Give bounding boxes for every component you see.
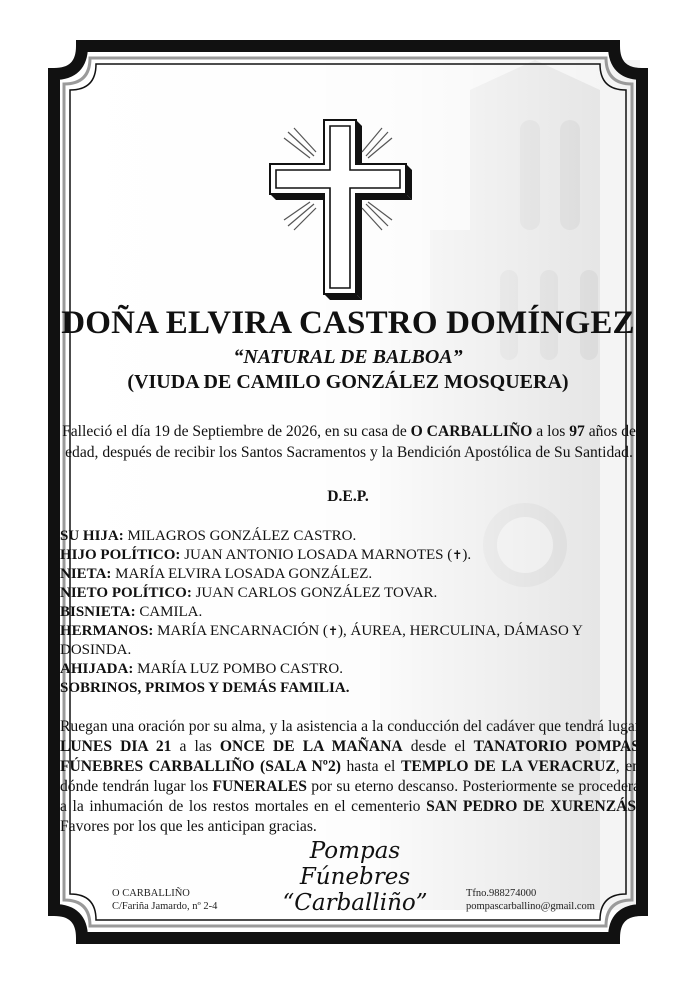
- funeral-text: , en dónde tendrán lugar los: [60, 758, 640, 795]
- funeral-church: TEMPLO DE LA VERACRUZ: [400, 758, 616, 775]
- family-label: HIJO POLÍTICO:: [60, 547, 181, 563]
- funeral-text: a las: [171, 738, 220, 755]
- contact-phone: Tfno.988274000: [466, 888, 537, 899]
- family-label: BISNIETA:: [60, 604, 136, 620]
- family-label: NIETO POLÍTICO:: [60, 585, 192, 601]
- funeral-text: desde el: [402, 738, 474, 755]
- family-label: AHIJADA:: [60, 661, 134, 677]
- funeral-text: . Favores por los que les anticipan gracias.: [60, 798, 640, 835]
- family-names: MARÍA ENCARNACIÓN (: [153, 623, 328, 639]
- death-place: O CARBALLIÑO: [410, 423, 533, 440]
- family-names: JUAN ANTONIO LOSADA MARNOTES (: [180, 547, 453, 563]
- family-names: ), ÁUREA, HERCULINA, DÁMASO Y DOSINDA.: [60, 623, 583, 658]
- family-row: [60, 565, 640, 584]
- death-notice-text: a los: [532, 423, 570, 440]
- family-names: JUAN CARLOS GONZÁLEZ TOVAR.: [191, 585, 438, 601]
- funeral-text: Ruegan una oración por su alma, y la asistencia a la conducción del cadáver que tendrá lugar: [60, 718, 640, 735]
- funeral-text: hasta el: [340, 758, 401, 775]
- contact-email: pompascarballino@gmail.com: [466, 901, 595, 912]
- deceased-name: DOÑA ELVIRA CASTRO DOMÍNGEZ: [61, 305, 635, 341]
- family-row: [60, 603, 640, 622]
- deceased-widow-of: (VIUDA DE CAMILO GONZÁLEZ MOSQUERA): [127, 371, 569, 393]
- family-names: ).: [462, 547, 472, 563]
- family-names: MILAGROS GONZÁLEZ CASTRO.: [123, 528, 357, 544]
- deceased-cross-icon: ✝: [327, 624, 338, 638]
- family-names: MARÍA ELVIRA LOSADA GONZÁLEZ.: [111, 566, 373, 582]
- death-notice-text: Falleció el día 19 de Septiembre de 2026, en su casa de: [62, 423, 411, 440]
- funeral-home-contact: [466, 887, 595, 913]
- funeral-date: LUNES DIA 21: [60, 738, 172, 755]
- funeral-services: FUNERALES: [212, 778, 307, 795]
- death-notice-text: años de edad, después de recibir los Santos Sacramentos y la Bendición Apostólica de Su Santidad.: [65, 423, 636, 461]
- death-notice: [58, 421, 640, 463]
- family-row: [60, 679, 640, 698]
- funeral-home-logo: [270, 838, 440, 916]
- family-row: [60, 584, 640, 603]
- family-label: NIETA:: [60, 566, 112, 582]
- funeral-text: por su eterno descanso. Posteriormente se procederá a la inhumación de los restos mortales en el cementerio: [60, 778, 641, 815]
- funeral-cemetery: SAN PEDRO DE XURENZÁS: [426, 798, 637, 815]
- family-names: MARÍA LUZ POMBO CASTRO.: [133, 661, 343, 677]
- deceased-origin: “NATURAL DE BALBOA”: [233, 346, 463, 368]
- logo-line: Pompas Fúnebres: [299, 838, 411, 890]
- family-row: [60, 527, 640, 546]
- funeral-notice: [60, 717, 640, 837]
- family-label: SU HIJA:: [60, 528, 124, 544]
- family-names: CAMILA.: [135, 604, 203, 620]
- death-age: 97: [569, 423, 585, 440]
- logo-line: “Carballiño”: [282, 890, 428, 916]
- funeral-time: ONCE DE LA MAÑANA: [219, 738, 403, 755]
- funeral-home-address: [112, 887, 217, 913]
- family-row: [60, 546, 640, 565]
- family-row: [60, 622, 640, 660]
- funeral-home: TANATORIO POMPAS FÚNEBRES CARBALLIÑO (SALA Nº2): [60, 738, 640, 775]
- cross-icon: [258, 112, 418, 307]
- family-label: SOBRINOS, PRIMOS Y DEMÁS FAMILIA.: [60, 680, 350, 696]
- address-street: C/Fariña Jamardo, nº 2-4: [112, 901, 218, 912]
- family-row: [60, 660, 640, 679]
- deceased-cross-icon: ✝: [452, 548, 463, 562]
- family-list: [60, 527, 640, 698]
- family-label: HERMANOS:: [60, 623, 154, 639]
- address-city: O CARBALLIÑO: [112, 888, 190, 899]
- dep-heading: D.E.P.: [327, 488, 369, 505]
